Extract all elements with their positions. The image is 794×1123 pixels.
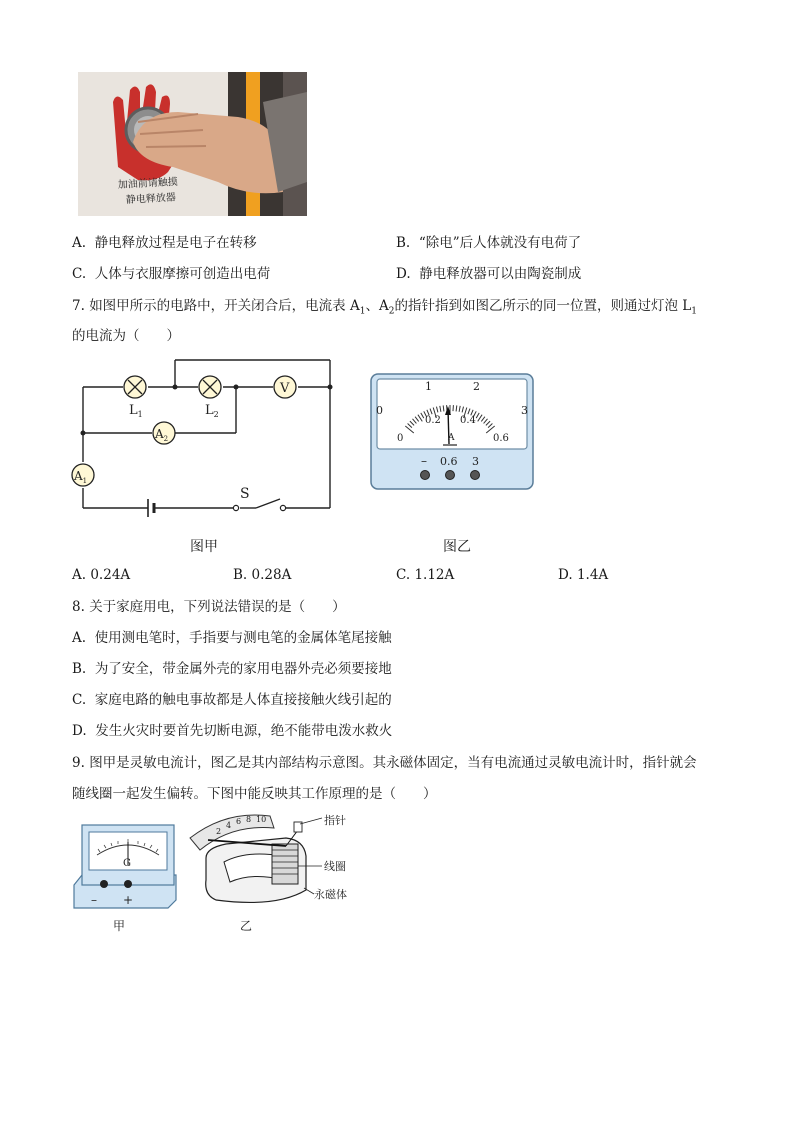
q6-option-c: C. 人体与衣服摩擦可创造出电荷 bbox=[72, 266, 271, 282]
galv-letter: G bbox=[123, 858, 131, 869]
static-discharger-photo bbox=[78, 72, 307, 216]
q8-option-d: D. 发生火灾时要首先切断电源，绝不能带电泼水救火 bbox=[72, 723, 393, 739]
bottom-scale-2: 0.4 bbox=[460, 415, 476, 426]
label-pointer: 指针 bbox=[324, 814, 346, 827]
switch-label: S bbox=[240, 486, 250, 502]
photo-label-line1: 加油前请触摸 bbox=[117, 176, 179, 191]
galv-terminal-minus bbox=[100, 880, 108, 888]
terminal-knob-0.6 bbox=[446, 471, 455, 480]
q9-stem-line2: 随线圈一起发生偏转。下图中能反映其工作原理的是（ ） bbox=[72, 786, 437, 802]
q7-stem-line1: 7. 如图甲所示的电路中，开关闭合后，电流表 $A_1$、$A_2$的指针指到如图乙所示的同一位置，则通过灯泡 $L_1$ bbox=[72, 298, 697, 317]
dial-tick bbox=[443, 405, 444, 411]
svg-text:L1: $L_1$ bbox=[129, 403, 143, 419]
q7-option-d: D. 1.4A bbox=[558, 567, 609, 583]
circuit-diagram bbox=[68, 352, 348, 524]
caption-figure-yi: 图乙 bbox=[443, 539, 471, 555]
svg-text:L2: $L_2$ bbox=[205, 403, 219, 419]
galv-plus-label: + bbox=[123, 893, 134, 907]
svg-text:A2: $A_2$ bbox=[155, 427, 169, 443]
galv-terminal-plus bbox=[124, 880, 132, 888]
photo-label-line2: 静电释放器 bbox=[125, 192, 177, 206]
galvanometer-figure bbox=[72, 820, 182, 912]
lamp-l1 bbox=[124, 376, 146, 419]
dial-tick bbox=[456, 405, 457, 411]
q8-option-c: C. 家庭电路的触电事故都是人体直接接触火线引起的 bbox=[72, 692, 392, 708]
ammeter-a2 bbox=[153, 422, 175, 444]
ammeter-dial-figure bbox=[370, 373, 535, 491]
terminal-3: 3 bbox=[472, 455, 479, 468]
q7-option-c: C. 1.12A bbox=[396, 567, 455, 583]
ammeter-a1 bbox=[72, 464, 94, 486]
inner-scale-8: 8 bbox=[246, 815, 252, 824]
inner-scale-2: 2 bbox=[216, 827, 222, 836]
bottom-scale-0: 0 bbox=[397, 433, 404, 444]
voltmeter bbox=[274, 376, 296, 398]
q8-option-a: A. 使用测电笔时，手指要与测电笔的金属体笔尾接触 bbox=[72, 630, 392, 646]
q6-option-a: A. 静电释放过程是电子在转移 bbox=[72, 235, 257, 251]
q8-option-b: B. 为了安全，带金属外壳的家用电器外壳必须要接地 bbox=[72, 661, 392, 677]
label-coil: 线圈 bbox=[324, 860, 346, 873]
top-scale-1: 1 bbox=[425, 380, 432, 393]
galv-caption: 甲 bbox=[113, 919, 126, 933]
top-scale-3: 3 bbox=[521, 404, 528, 417]
top-scale-0: 0 bbox=[376, 404, 383, 417]
galvanometer-inner-figure bbox=[186, 810, 376, 916]
terminal-0.6: 0.6 bbox=[440, 455, 458, 468]
top-scale-2: 2 bbox=[473, 380, 480, 393]
meter-unit: A bbox=[448, 433, 455, 443]
inner-caption: 乙 bbox=[240, 919, 253, 933]
svg-text:V: V bbox=[280, 381, 290, 396]
inner-scale-4: 4 bbox=[226, 821, 232, 830]
q6-option-b: B. “除电”后人体就没有电荷了 bbox=[396, 235, 582, 251]
q7-option-a: A. 0.24A bbox=[72, 567, 131, 583]
bottom-scale-3: 0.6 bbox=[493, 433, 509, 444]
bottom-scale-1: 0.2 bbox=[425, 415, 441, 426]
inner-scale-6: 6 bbox=[236, 817, 242, 826]
q7-option-b: B. 0.28A bbox=[233, 567, 292, 583]
q8-stem: 8. 关于家庭用电，下列说法错误的是（ ） bbox=[72, 599, 346, 615]
q9-stem-line1: 9. 图甲是灵敏电流计，图乙是其内部结构示意图。其永磁体固定，当有电流通过灵敏电流计时，指针就会 bbox=[72, 755, 697, 771]
lamp-l2 bbox=[199, 376, 221, 419]
terminal-minus: – bbox=[421, 454, 427, 468]
terminal-knob-3 bbox=[471, 471, 480, 480]
galv-minus-label: – bbox=[91, 893, 97, 907]
caption-figure-jia: 图甲 bbox=[190, 539, 218, 555]
inner-scale-10: 10 bbox=[256, 815, 267, 824]
label-magnet: 永磁体 bbox=[314, 888, 347, 901]
q7-stem-line2: 的电流为（ ） bbox=[72, 328, 180, 344]
q6-option-d: D. 静电释放器可以由陶瓷制成 bbox=[396, 266, 582, 282]
svg-text:A1: $A_1$ bbox=[74, 469, 88, 485]
terminal-knob-minus bbox=[421, 471, 430, 480]
